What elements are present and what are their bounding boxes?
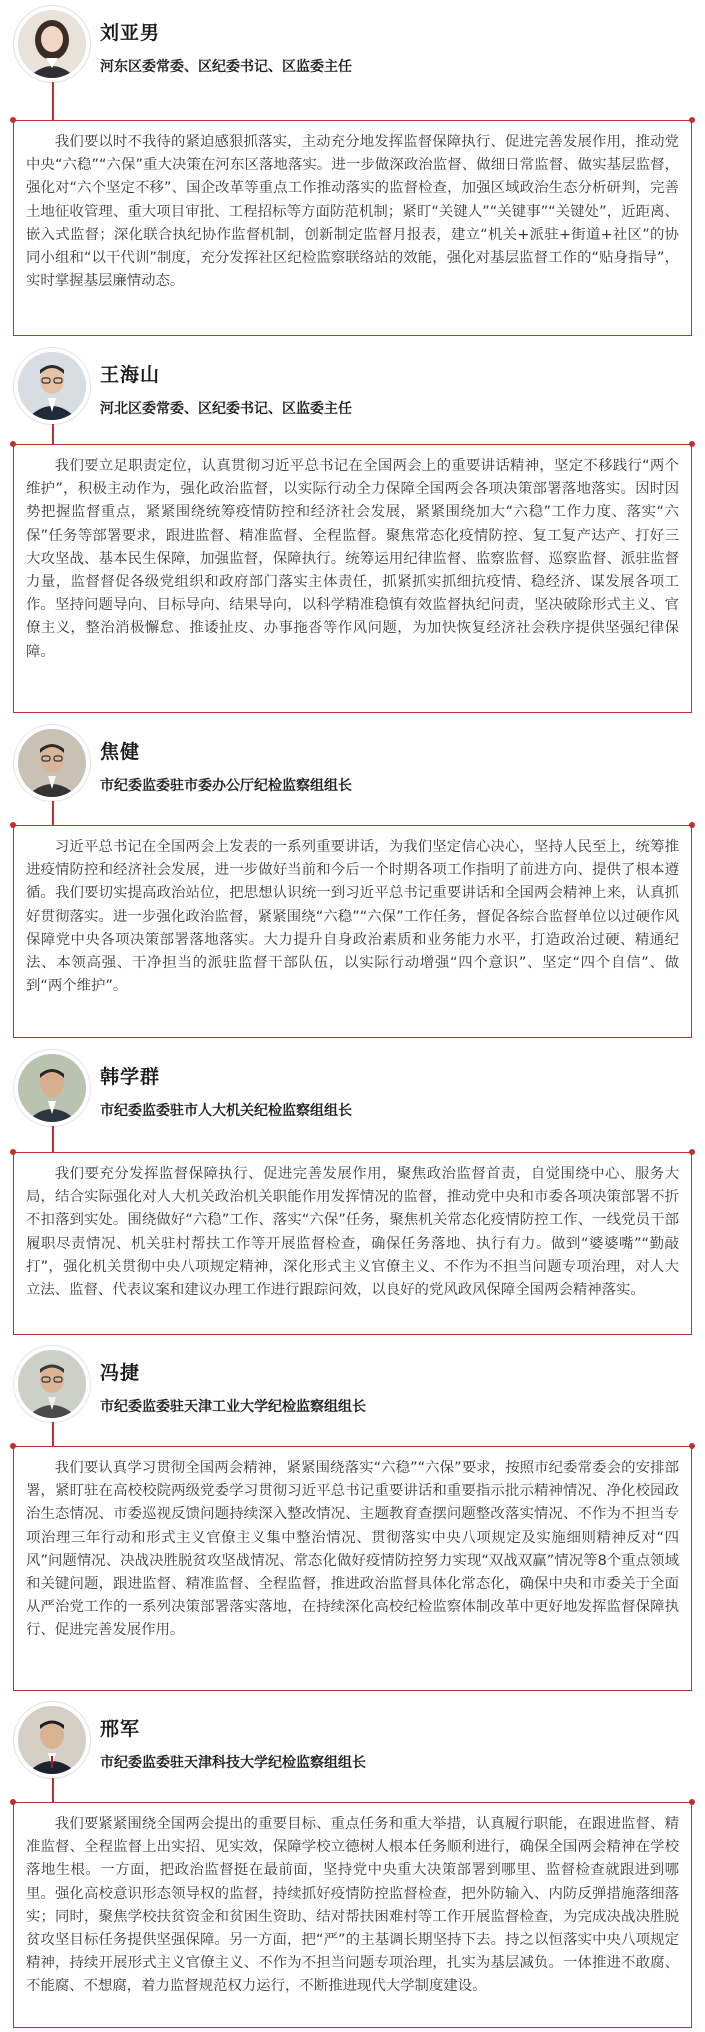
profile-header: [0, 1696, 705, 1786]
avatar: [14, 725, 90, 801]
connector-line: [52, 1126, 54, 1152]
avatar: [14, 6, 90, 82]
connector-line: [52, 1422, 54, 1446]
connector-line: [52, 801, 54, 825]
person-title: 河东区委常委、区纪委书记、区监委主任: [100, 59, 352, 75]
corner-dot: [689, 441, 695, 447]
connector-line: [52, 82, 54, 120]
statement-box: [13, 444, 692, 713]
corner-dot: [10, 1149, 16, 1155]
profile-entry: [0, 1044, 705, 1340]
profile-header: [0, 1044, 705, 1134]
person-title: 市纪委监委驻天津工业大学纪检监察组组长: [100, 1399, 366, 1415]
person-name: 焦健: [100, 741, 141, 763]
person-name: 刘亚男: [100, 22, 161, 44]
profile-header: [0, 0, 705, 90]
portrait-man-icon: [18, 1706, 86, 1774]
statement-text: 我们要紧紧围绕全国两会提出的重要目标、重点任务和重大举措，认真履行职能，在跟进监督、精准监督、全程监督上出实招、见实效，保障学校立德树人根本任务顺利进行，确保全国两会精神在学校落地生根。一方面，把政治监督挺在最前面，坚持党中央重大决策部署到哪里、监督检查就跟进到哪里。强化高校意识形态领导权的监督，持续抓好疫情防控监督检查，把外防输入、内防反弹措施落细落实；同时，聚焦学校扶贫资金和贫困生资助、结对帮扶困难村等工作开展监督检查，为完成决战决胜脱贫攻坚目标任务提供坚强保障。另一方面，把“严”的主基调长期坚持下去。持之以恒落实中央八项规定精神，持续开展形式主义官僚主义、不作为不担当问题专项治理，扎实为基层减负。一体推进不敢腐、不能腐、不想腐，着力监督规范权力运行，不断推进现代大学制度建设。: [26, 1816, 679, 1995]
statement-box: [13, 825, 692, 1038]
statement-text: 我们要充分发挥监督保障执行、促进完善发展作用，聚焦政治监督首责，自觉围绕中心、服务大局，结合实际强化对人大机关政治机关职能作用发挥情况的监督，推动党中央和市委各项决策部署不折不扣落到实处。围绕做好“六稳”工作、落实“六保”任务，聚焦机关常态化疫情防控工作、一线党员干部履职尽责情况、机关驻村帮扶工作等开展监督检查，确保任务落地、执行有力。做到“婆婆嘴”“勤敲打”，强化机关贯彻中央八项规定精神，深化形式主义官僚主义、不作为不担当问题专项治理，对人大立法、监督、代表议案和建议办理工作进行跟踪问效，以良好的党风政风保障全国两会精神落实。: [26, 1166, 679, 1299]
corner-dot: [689, 1799, 695, 1805]
person-title: 市纪委监委驻天津科技大学纪检监察组组长: [100, 1755, 366, 1771]
person-name: 冯捷: [100, 1362, 141, 1384]
person-title: 河北区委常委、区纪委书记、区监委主任: [100, 401, 352, 417]
portrait-man-glasses-icon: [18, 352, 86, 420]
corner-dot: [10, 822, 16, 828]
profile-entry: [0, 342, 705, 719]
statement-box: [13, 120, 692, 336]
avatar: [14, 1346, 90, 1422]
avatar: [14, 1702, 90, 1778]
avatar: [14, 1050, 90, 1126]
profile-header: [0, 1340, 705, 1430]
profile-header: [0, 719, 705, 809]
connector-line: [52, 424, 54, 444]
profile-entry: [0, 1340, 705, 1696]
avatar: [14, 348, 90, 424]
statement-text: 我们要立足职责定位，认真贯彻习近平总书记在全国两会上的重要讲话精神，坚定不移践行“两个维护”，积极主动作为，强化政治监督，以实际行动全力保障全国两会各项决策部署落地落实。因时因势把握监督重点，紧紧围绕统筹疫情防控和经济社会发展，紧紧围绕加大“六稳”工作力度、落实“六保”任务等部署要求，跟进监督、精准监督、全程监督。聚焦常态化疫情防控、复工复产达产、打好三大攻坚战、基本民生保障，加强监督，保障执行。统筹运用纪律监督、监察监督、巡察监督、派驻监督力量，监督督促各级党组织和政府部门落实主体责任，抓紧抓实抓细抗疫情、稳经济、谋发展各项工作。坚持问题导向、目标导向、结果导向，以科学精准稳慎有效监督执纪问责，坚决破除形式主义、官僚主义，整治消极懈怠、推诿扯皮、办事拖沓等作风问题，为加快恢复经济社会秩序提供坚强纪律保障。: [26, 458, 679, 660]
connector-line: [52, 1778, 54, 1802]
statement-box: [13, 1446, 692, 1691]
statement-text: 我们要以时不我待的紧迫感狠抓落实，主动充分地发挥监督保障执行、促进完善发展作用，推动党中央“六稳”“六保”重大决策在河东区落地落实。进一步做深政治监督、做细日常监督、做实基层监督，强化对“六个坚定不移”、国企改革等重点工作推动落实的监督检查，加强区域政治生态分析研判，完善土地征收管理、重大项目审批、工程招标等方面防范机制；紧盯“关键人”“关键事”“关键处”，近距离、嵌入式监督；深化联合执纪协作监督机制，创新制定监督月报表，建立“机关+派驻+街道+社区”的协同小组和“以干代训”制度，充分发挥社区纪检监察联络站的效能，强化对基层监督工作的“贴身指导”，实时掌握基层廉情动态。: [26, 134, 679, 290]
profile-entry: [0, 1696, 705, 2032]
corner-dot: [10, 1443, 16, 1449]
person-name: 王海山: [100, 364, 161, 386]
corner-dot: [689, 1149, 695, 1155]
portrait-man-icon: [18, 1054, 86, 1122]
person-title: 市纪委监委驻市委办公厅纪检监察组组长: [100, 778, 352, 794]
profile-entry: [0, 719, 705, 1044]
profile-header: [0, 342, 705, 432]
corner-dot: [10, 1799, 16, 1805]
corner-dot: [689, 117, 695, 123]
person-name: 韩学群: [100, 1066, 161, 1088]
portrait-man-glasses-icon: [18, 1350, 86, 1418]
profile-entry: [0, 0, 705, 342]
portrait-man-glasses-icon: [18, 729, 86, 797]
corner-dot: [689, 1443, 695, 1449]
person-name: 邢军: [100, 1718, 141, 1740]
statement-box: [13, 1152, 692, 1335]
corner-dot: [689, 822, 695, 828]
statement-text: 习近平总书记在全国两会上发表的一系列重要讲话，为我们坚定信心决心，坚持人民至上，统筹推进疫情防控和经济社会发展，进一步做好当前和今后一个时期各项工作指明了前进方向、提供了根本遵循。我们要切实提高政治站位，把思想认识统一到习近平总书记重要讲话和全国两会精神上来，认真抓好贯彻落实。进一步强化政治监督，紧紧围绕“六稳”“六保”工作任务，督促各综合监督单位以过硬作风保障党中央各项决策部署落地落实。大力提升自身政治素质和业务能力水平，打造政治过硬、精通纪法、本领高强、干净担当的派驻监督干部队伍，以实际行动增强“四个意识”、坚定“四个自信”、做到“两个维护”。: [26, 839, 679, 995]
corner-dot: [10, 441, 16, 447]
statement-text: 我们要认真学习贯彻全国两会精神，紧紧围绕落实“六稳”“六保”要求，按照市纪委常委会的安排部署，紧盯驻在高校校院两级党委学习贯彻习近平总书记重要讲话和重要指示批示精神情况、净化校园政治生态情况、市委巡视反馈问题持续深入整改情况、主题教育查摆问题整改落实情况、不作为不担当专项治理三年行动和形式主义官僚主义集中整治情况、贯彻落实中央八项规定及实施细则精神反对“四风”问题情况、决战决胜脱贫攻坚战情况、常态化做好疫情防控努力实现“双战双赢”情况等8个重点领域和关键问题，跟进监督、精准监督、全程监督，推进政治监督具体化常态化，确保中央和市委关于全面从严治党工作的一系列决策部署落实落地，在持续深化高校纪检监察体制改革中更好地发挥监督保障执行、促进完善发展作用。: [26, 1460, 679, 1639]
corner-dot: [10, 117, 16, 123]
person-title: 市纪委监委驻市人大机关纪检监察组组长: [100, 1103, 352, 1119]
statement-box: [13, 1802, 692, 2028]
portrait-woman-icon: [18, 10, 86, 78]
